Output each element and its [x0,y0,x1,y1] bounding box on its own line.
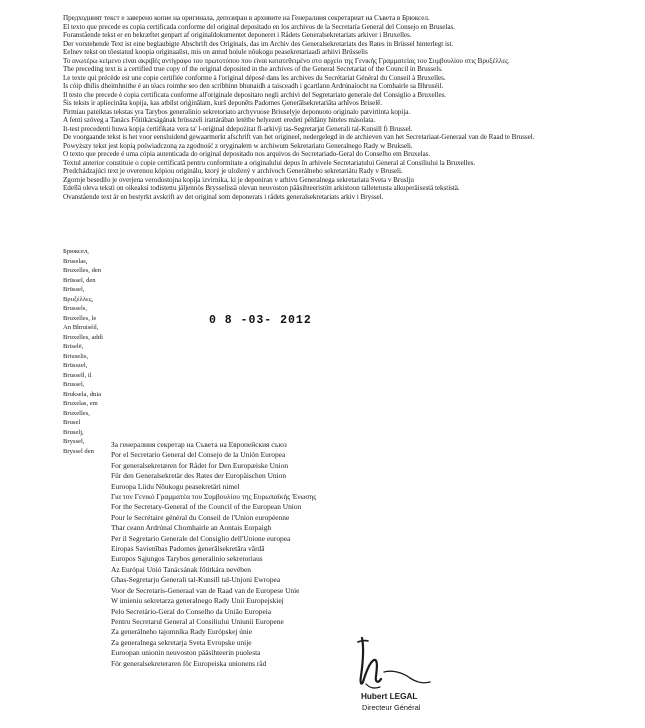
attribution-line: W imieniu sekretarza generalnego Rady Unii Europejskiej [111,596,284,606]
city-line: Bruxelles, [63,409,90,417]
city-line: Briuselis, [63,352,89,360]
attribution-line: Eiropas Savienības Padomes ģenerālsekretāra vārdā [111,544,265,554]
city-list [63,247,133,456]
attribution-line: Europos Sąjungos Tarybos generalinio sekretoriaus [111,554,263,564]
attribution-line: Az Európai Unió Tanácsának főtitkára nevében [111,564,251,574]
attribution-line: Por el Secretario General del Consejo de la Unión Europea [111,450,286,460]
city-line: Bruxelles, addì [63,333,103,341]
certification-line-lv: Šis teksts ir apliecināta kopija, kas atbilst oriģinālam, kurš deponēts Padomes Ģenerālsekretariāta arhīvos Briselē. [63,99,383,107]
attribution-line: Euroopa Liidu Nõukogu peasekretäri nimel [111,481,240,491]
city-line: Брюксел, [63,248,89,255]
city-line: Bruxelas, em [63,400,98,407]
city-line: Brüsszel, [63,362,88,369]
certification-line-fr: Le texte qui précède est une copie certifiée conforme à l'original déposé dans les archives du Secrétariat Général du Conseil à Bruxelles. [63,73,446,82]
city-line: An Bhruiséil, [63,324,99,331]
secretary-general-attribution [111,440,371,669]
certification-line-ga: Is cóip dhílis dheimhnithe é an téacs roimhe seo den scríbhinn bhunaidh a taisceadh i gcartlann Ardrúnaíocht na Comhairle sa Bhruséil. [63,82,444,90]
certification-line-fi: Edellä oleva teksti on oikeaksi todistettu jäljennös Brysselissä olevan neuvoston pääsihteeristön arkistoon talletetusta alkuperäisestä tekstistä. [63,184,460,192]
certification-line-pt: O texto que precede é uma cópia autenticada do original depositado nos arquivos do Secretariado-Geral do Conselho em Bruxelas. [63,150,431,158]
date-stamp: 0 8 -03- 2012 [209,314,312,327]
certification-line-sl: Zgornje besedilo je overjena verodostojna kopija izvirnika, ki je deponiran v arhivu Generalnega sekretariata Sveta v Bruslju [63,175,414,184]
attribution-line: Für den Generalsekretär des Rates der Europäischen Union [111,471,287,481]
attribution-line: Thar ceann Ardrúnaí Chomhairle an Aontais Eorpaigh [111,523,272,533]
city-line: Bruksela, dnia [63,390,102,398]
signatory-name: Hubert LEGAL [361,692,418,701]
city-line: Bryssel, [63,438,85,445]
attribution-line: Για τον Γενικό Γραμματέα του Συμβουλίου της Ευρωπαϊκής Ένωσης [111,492,317,502]
city-line: Βρυξέλλες, [63,295,94,303]
city-line: Bruselj, [63,428,84,436]
city-line: Brüssel, den [63,276,96,284]
attribution-line: För generalsekreteraren för Europeiska unionens råd [111,658,267,668]
certification-line-da: Foranstående tekst er en bekræftet genpart af originaldokumentet deponeret i Rådets Generalsekretariats arkiver i Bruxelles. [63,31,412,39]
attribution-line: Za generálneho tajomníka Rady Európskej únie [111,627,252,637]
handwritten-signature [344,632,444,692]
city-line: Brussell, il [63,371,92,379]
certification-line-lt: Pirmiau pateiktas tekstas yra Tarybos generalinio sekretoriato archyvuose Briuselyje deponuoto originalo patvirtinta kopija. [63,107,411,116]
certification-line-pl: Powyższy tekst jest kopią poświadczoną za zgodność z oryginałem w archiwum Sekretariatu Generalnego Rady w Brukseli. [63,141,413,150]
certification-line-et: Eelnev tekst on tõestatud koopia originaalist, mis on antud hoiule nõukogu peasekretariaadi arhiivi Brüsselis [63,48,368,56]
certification-line-bg: Предходният текст е заверено копие на оригинала, депозиран в архивите на Генералния секретариат на Съвета в Брюксел. [63,14,430,22]
attribution-line: Għas-Segretarju Ġenerali tal-Kunsill tal-Unjoni Ewropea [111,575,281,585]
certification-line-sk: Predchádzajúci text je overenou kópiou originálu, ktorý je uložený v archívoch Generálneho sekretariátu Rady v Bruseli. [63,167,403,175]
certification-statements [63,14,575,201]
city-line: Brussels, [63,305,87,312]
certification-line-it: Il testo che precede è copia certificata conforme all'originale depositato negli archivi del Segretariato generale del Consiglio a Bruxelles. [63,90,447,99]
attribution-line: Pentru Secretarul General al Consiliului Uniunii Europene [111,616,284,626]
city-line: Brüssel, [63,286,85,293]
attribution-line: Euroopan unionin neuvoston pääsihteerin puolesta [111,648,261,658]
attribution-line: For the Secretary-General of the Council of the European Union [111,502,302,512]
attribution-line: For generalsekretæren for Rådet for Den Europæiske Union [111,460,289,470]
city-line: Bruxelles, den [63,267,102,274]
city-line: Bruselas, [63,257,88,265]
certification-line-mt: It-test precedenti huwa kopja ċertifikata vera ta' l-oriġinal ddepożitat fl-arkivji tas-Segretarjat Ġenerali tal-Kunsill fi Brussel. [63,124,413,133]
city-line: Bryssel den [63,447,94,455]
certification-line-ro: Textul anterior constituie o copie certificată pentru conformitate a originalului depus în arhivele Secretariatului General al Consiliului la Bruxelles. [63,158,476,167]
attribution-line: Pour le Secrétaire général du Conseil de l'Union européenne [111,512,290,522]
certification-line-sv: Ovanstående text är en bestyrkt avskrift av det original som deponerats i rådets generalsekretariats arkiv i Bryssel. [63,192,384,201]
attribution-line: Pelo Secretário-Geral do Conselho da União Europeia [111,606,272,616]
certification-line-es: El texto que precede es copia certificada conforme del original depositado en los archivos de la Secretaría General del Consejo en Bruselas. [63,22,455,31]
certification-line-el: Το ανωτέρω κείμενο είναι ακριβές αντίγραφο του πρωτοτύπου που είναι κατατεθειμένο στο αρχείο της Γενικής Γραμματείας του Συμβουλίου στις Βρυξέλλες. [63,56,510,65]
city-line: Brusel [63,419,81,426]
city-line: Brussel, [63,381,85,388]
certification-line-de: Der vorstehende Text ist eine beglaubigte Abschrift des Originals, das im Archiv des Generalsekretariats des Rates in Brüssel hinterlegt ist. [63,39,454,48]
attribution-line: Per il Segretario Generale del Consiglio dell'Unione europea [111,533,291,543]
attribution-line: Voor de Secretaris-Generaal van de Raad van de Europese Unie [111,585,300,595]
signatory-title: Directeur Général [362,703,421,712]
attribution-line: За генералния секретар на Съвета на Европейския съюз [111,440,287,449]
city-line: Briselē, [63,343,84,350]
certification-line-nl: De voorgaande tekst is het voor eensluidend gewaarmerkt afschrift van het origineel, nedergelegd in de archieven van het Secretariaat-Generaal van de Raad te Brussel. [63,133,535,141]
certification-line-en: The preceding text is a certified true copy of the original deposited in the archives of the General Secretariat of the Council in Brussels. [63,65,443,73]
certification-line-hu: A fenti szöveg a Tanács Főtitkárságának brüsszeli irattárában letétbe helyezett eredeti példány hiteles másolata. [63,116,376,124]
city-line: Bruxelles, le [63,314,97,322]
attribution-line: Za generalnega sekretarja Sveta Evropske unije [111,637,252,647]
